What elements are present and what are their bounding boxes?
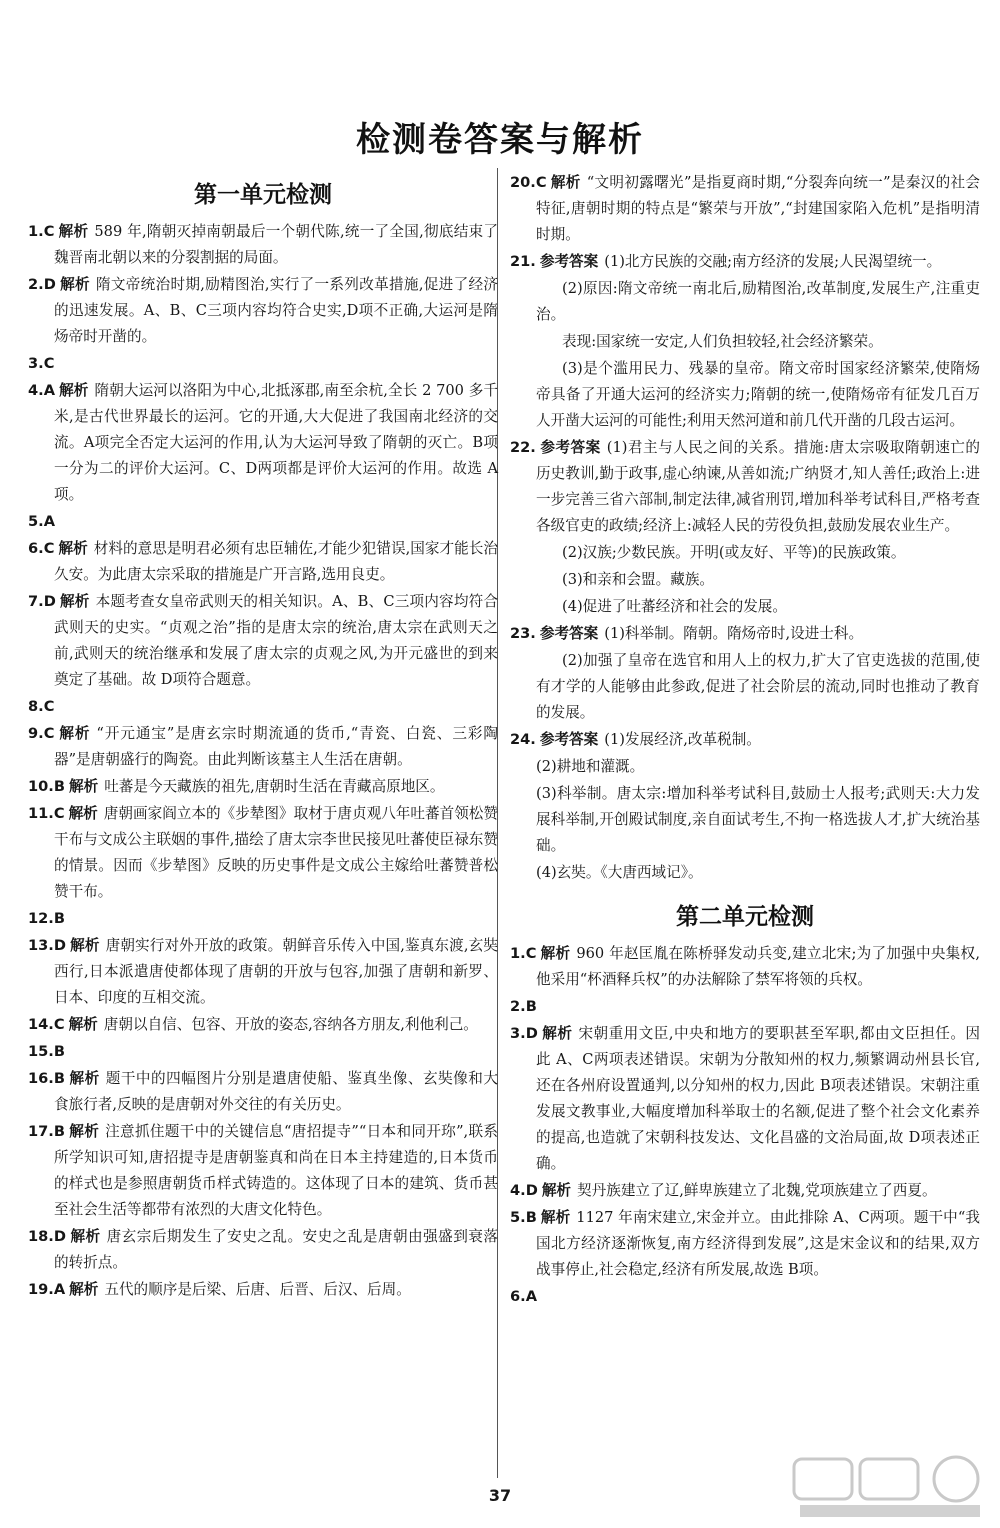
left-column	[28, 170, 498, 1304]
answer-paragraph: 表现:国家统一安定,人们负担较轻,社会经济繁荣。	[562, 333, 883, 350]
answer-letter: B	[53, 1123, 65, 1140]
answer-item	[28, 933, 498, 1011]
analysis-text: 吐蕃是今天藏族的祖先,唐朝时生活在青藏高原地区。	[104, 778, 445, 795]
analysis-label: 解析	[68, 1070, 100, 1087]
answer-text: (1)发展经济,改革税制。	[604, 731, 761, 748]
question-number: 1.	[28, 223, 44, 240]
analysis-text: 唐朝实行对外开放的政策。朝鲜音乐传入中国,鉴真东渡,玄奘西行,日本派遣唐使都体现了唐朝的开放与包容,加强了唐朝和新罗、日本、印度的互相交流。	[54, 937, 498, 1006]
answer-paragraph: (3)科举制。唐太宗:增加科举考试科目,鼓励士人报考;武则天:大力发展科举制,开创殿试制度,亲自面试考生,不拘一格选拔人才,扩大统治基础。	[536, 785, 980, 854]
answer-paragraph: (4)促进了吐蕃经济和社会的发展。	[562, 598, 787, 615]
answer-item	[510, 170, 980, 248]
answer-letter: A	[525, 1288, 537, 1305]
answer-text: (1)科举制。隋朝。隋炀帝时,设进士科。	[604, 625, 864, 642]
answer-item	[510, 941, 980, 993]
answer-letter: D	[525, 1025, 538, 1042]
answer-item	[28, 1012, 498, 1038]
analysis-text: 960 年赵匡胤在陈桥驿发动兵变,建立北宋;为了加强中央集权,他采用“杯酒释兵权”的办法解除了禁军将领的兵权。	[536, 945, 980, 988]
analysis-label: 解析	[68, 1123, 100, 1140]
analysis-text: 契丹族建立了辽,鲜卑族建立了北魏,党项族建立了西夏。	[577, 1182, 937, 1199]
answer-item	[28, 1066, 498, 1118]
answer-letter: D	[525, 1182, 538, 1199]
question-number: 18.	[28, 1228, 54, 1245]
analysis-text: 本题考查女皇帝武则天的相关知识。A、B、C三项内容均符合武则天的史实。“贞观之治”指的是唐太宗的统治,唐太宗在武则天之前,武则天的统治继承和发展了唐太宗的贞观之风,为开元盛世的到来奠定了基础。故 D项符合题意。	[54, 593, 498, 688]
question-number: 3.	[510, 1025, 526, 1042]
answer-letter: B	[525, 1209, 537, 1226]
question-number: 16.	[28, 1070, 54, 1087]
question-number: 4.	[510, 1182, 526, 1199]
answer-paragraph: (2)原因:隋文帝统一南北后,励精图治,改革制度,发展生产,注重吏治。	[536, 280, 980, 323]
answer-item	[28, 272, 498, 350]
answer-paragraph: (2)耕地和灌溉。	[536, 758, 645, 775]
answer-letter: D	[53, 937, 66, 954]
answer-item	[510, 621, 980, 647]
unit2-title: 第二单元检测	[676, 904, 814, 930]
answer-item	[28, 1119, 498, 1223]
question-number: 2.	[28, 276, 44, 293]
answer-item	[28, 694, 498, 720]
reference-answer-label: 参考答案	[539, 253, 599, 270]
question-number: 12.	[28, 910, 54, 927]
question-number: 24.	[510, 731, 536, 748]
answer-item	[28, 721, 498, 773]
analysis-text: 唐玄宗后期发生了安史之乱。安史之乱是唐朝由强盛到衰落的转折点。	[54, 1228, 498, 1271]
answer-item	[28, 219, 498, 271]
analysis-text: 题干中的四幅图片分别是遣唐使船、鉴真坐像、玄奘像和大食旅行者,反映的是唐朝对外交往的有关历史。	[54, 1070, 498, 1113]
analysis-label: 解析	[69, 937, 100, 954]
question-number: 8.	[28, 698, 44, 715]
unit1-title: 第一单元检测	[194, 182, 332, 208]
answer-item	[28, 1039, 498, 1065]
answer-text: (1)北方民族的交融;南方经济的发展;人民渴望统一。	[604, 253, 942, 270]
question-number: 22.	[510, 439, 536, 456]
analysis-text: 隋文帝统治时期,励精图治,实行了一系列改革措施,促进了经济的迅速发展。A、B、C三项内容均符合史实,D项不正确,大运河是隋炀帝时开凿的。	[54, 276, 498, 345]
page-number: 37	[488, 1486, 512, 1505]
analysis-text: 唐朝以自信、包容、开放的姿态,容纳各方朋友,利他利己。	[103, 1016, 478, 1033]
question-number: 17.	[28, 1123, 54, 1140]
answer-item	[510, 1021, 980, 1177]
answer-item	[510, 1284, 980, 1310]
question-number: 2.	[510, 998, 526, 1015]
answer-item	[510, 994, 980, 1020]
analysis-label: 解析	[58, 540, 88, 557]
analysis-text: 唐朝画家阎立本的《步辇图》取材于唐贞观八年吐蕃首领松赞干布与文成公主联姻的事件,描绘了唐太宗李世民接见吐蕃使臣禄东赞的情景。因而《步辇图》反映的历史事件是文成公主嫁给吐蕃赞普松赞干布。	[54, 805, 498, 900]
analysis-label: 解析	[59, 276, 90, 293]
answer-letter: B	[53, 1043, 65, 1060]
answer-item	[28, 774, 498, 800]
question-number: 1.	[510, 945, 526, 962]
analysis-text: 注意抓住题干中的关键信息“唐招提寺”“日本和同开珎”,联系所学知识可知,唐招提寺是唐朝鉴真和尚在日本主持建造的,日本货币的样式也是参照唐朝货币样式铸造的。这体现了日本的建筑、货币甚至社会生活等都带有浓烈的大唐文化特色。	[54, 1123, 498, 1218]
unit2-answer-list	[510, 941, 980, 1310]
question-number: 23.	[510, 625, 536, 642]
answer-letter: C	[43, 540, 55, 557]
question-number: 3.	[28, 355, 44, 372]
unit1-answer-list	[28, 219, 498, 1303]
analysis-label: 解析	[59, 593, 90, 610]
analysis-label: 解析	[540, 945, 571, 962]
answer-letter: A	[43, 513, 55, 530]
analysis-text: 材料的意思是明君必须有忠臣辅佐,才能少犯错误,国家才能长治久安。为此唐太宗采取的措施是广开言路,选用良吏。	[54, 540, 498, 583]
unit1-answer-list-continued	[510, 170, 980, 886]
analysis-label: 解析	[540, 1209, 571, 1226]
question-number: 4.	[28, 382, 44, 399]
answer-paragraph: (2)汉族;少数民族。开明(或友好、平等)的民族政策。	[562, 544, 906, 561]
analysis-text: 隋朝大运河以洛阳为中心,北抵涿郡,南至余杭,全长 2 700 多千米,是古代世界最长的运河。它的开通,大大促进了我国南北经济的交流。A项完全否定大运河的作用,认为大运河导致了隋朝的灭亡。B项一分为二的评价大运河。C、D两项都是评价大运河的作用。故选 A项。	[54, 382, 498, 503]
answer-item	[28, 1224, 498, 1276]
answer-letter: B	[53, 778, 65, 795]
reference-answer-label: 参考答案	[539, 439, 601, 456]
analysis-label: 解析	[541, 1182, 572, 1199]
answer-letter: C	[43, 355, 55, 372]
answer-item	[28, 589, 498, 693]
analysis-label: 解析	[59, 382, 89, 399]
answer-letter: D	[43, 593, 56, 610]
answer-letter: B	[525, 998, 537, 1015]
question-number: 20.	[510, 174, 536, 191]
answer-letter: B	[53, 910, 65, 927]
question-number: 14.	[28, 1016, 54, 1033]
question-number: 11.	[28, 805, 54, 822]
page-title: 检测卷答案与解析	[356, 120, 644, 160]
question-number: 15.	[28, 1043, 54, 1060]
answer-item	[28, 536, 498, 588]
answer-item	[510, 249, 980, 275]
answer-item	[28, 801, 498, 905]
analysis-label: 解析	[68, 1016, 98, 1033]
answer-item	[28, 906, 498, 932]
question-number: 10.	[28, 778, 54, 795]
analysis-label: 解析	[58, 223, 89, 240]
answer-paragraph: (2)加强了皇帝在选官和用人上的权力,扩大了官吏选拔的范围,使有才学的人能够由此参政,促进了社会阶层的流动,同时也推动了教育的发展。	[536, 652, 980, 721]
answer-letter: B	[53, 1070, 65, 1087]
question-number: 5.	[28, 513, 44, 530]
answer-letter: C	[53, 1016, 65, 1033]
answer-letter: A	[53, 1281, 66, 1298]
reference-answer-label: 参考答案	[539, 625, 599, 642]
answer-paragraph: (3)是个滥用民力、残暴的皇帝。隋文帝时国家经济繁荣,使隋炀帝具备了开通大运河的经济实力;隋朝的统一,使隋炀帝有征发几百万人开凿大运河的可能性;利用天然河道和前几代开凿的几段古运河。	[536, 360, 980, 429]
question-number: 13.	[28, 937, 54, 954]
answer-letter: D	[43, 276, 56, 293]
answer-paragraph: (4)玄奘。《大唐西域记》。	[536, 864, 703, 881]
watermark-logo	[790, 1455, 990, 1521]
answer-letter: D	[53, 1228, 66, 1245]
analysis-label: 解析	[541, 1025, 573, 1042]
analysis-text: 589 年,隋朝灭掉南朝最后一个朝代陈,统一了全国,彻底结束了魏晋南北朝以来的分裂割据的局面。	[54, 223, 498, 266]
analysis-text: “文明初露曙光”是指夏商时期,“分裂奔向统一”是秦汉的社会特征,唐朝时期的特点是“繁荣与开放”,“封建国家陷入危机”是指明清时期。	[536, 174, 980, 243]
question-number: 6.	[28, 540, 44, 557]
question-number: 5.	[510, 1209, 526, 1226]
analysis-label: 解析	[58, 725, 91, 742]
answer-paragraph: (3)和亲和会盟。藏族。	[562, 571, 715, 588]
answer-letter: A	[43, 382, 55, 399]
analysis-label: 解析	[68, 778, 99, 795]
analysis-label: 解析	[68, 805, 98, 822]
question-number: 6.	[510, 1288, 526, 1305]
answer-item	[28, 351, 498, 377]
analysis-text: 1127 年南宋建立,宋金并立。由此排除 A、C两项。题干中“我国北方经济逐渐恢复,南方经济得到发展”,这是宋金议和的结果,双方战事停止,社会稳定,经济有所发展,故选 B项。	[536, 1209, 980, 1278]
question-number: 7.	[28, 593, 44, 610]
answer-letter: C	[525, 945, 537, 962]
question-number: 21.	[510, 253, 536, 270]
answer-item	[510, 1205, 980, 1283]
answer-letter: C	[535, 174, 547, 191]
analysis-label: 解析	[69, 1228, 101, 1245]
analysis-label: 解析	[69, 1281, 99, 1298]
right-column	[510, 170, 980, 1311]
analysis-text: “开元通宝”是唐玄宗时期流通的货币,“青瓷、白瓷、三彩陶器”是唐朝盛行的陶瓷。由此判断该墓主人生活在唐朝。	[54, 725, 498, 768]
reference-answer-label: 参考答案	[539, 731, 599, 748]
answer-letter: C	[53, 805, 65, 822]
analysis-label: 解析	[550, 174, 581, 191]
answer-item	[510, 1178, 980, 1204]
answer-letter: C	[43, 223, 55, 240]
analysis-text: 宋朝重用文臣,中央和地方的要职甚至军职,都由文臣担任。因此 A、C两项表述错误。宋朝为分散知州的权力,频繁调动州县长官,还在各州府设置通判,以分知州的权力,因此 B项表述错误。宋朝注重发展文教事业,大幅度增加科举取士的名额,促进了整个社会文化素养的提高,也造就了宋朝科技发达、文化昌盛的文治局面,故 D项表述正确。	[536, 1025, 980, 1172]
answer-text: (1)君主与人民之间的关系。措施:唐太宗吸取隋朝速亡的历史教训,勤于政事,虚心纳谏,从善如流;广纳贤才,知人善任;政治上:进一步完善三省六部制,制定法律,减省刑罚,增加科举考试科目,严格考查各级官吏的政绩;经济上:减轻人民的劳役负担,鼓励发展农业生产。	[536, 439, 980, 534]
answer-item	[28, 509, 498, 535]
answer-item	[28, 1277, 498, 1303]
question-number: 9.	[28, 725, 44, 742]
answer-item	[28, 378, 498, 508]
answer-letter: C	[43, 698, 55, 715]
answer-letter: C	[43, 725, 55, 742]
answer-item	[510, 727, 980, 753]
question-number: 19.	[28, 1281, 54, 1298]
analysis-text: 五代的顺序是后梁、后唐、后晋、后汉、后周。	[104, 1281, 411, 1298]
answer-item	[510, 435, 980, 539]
